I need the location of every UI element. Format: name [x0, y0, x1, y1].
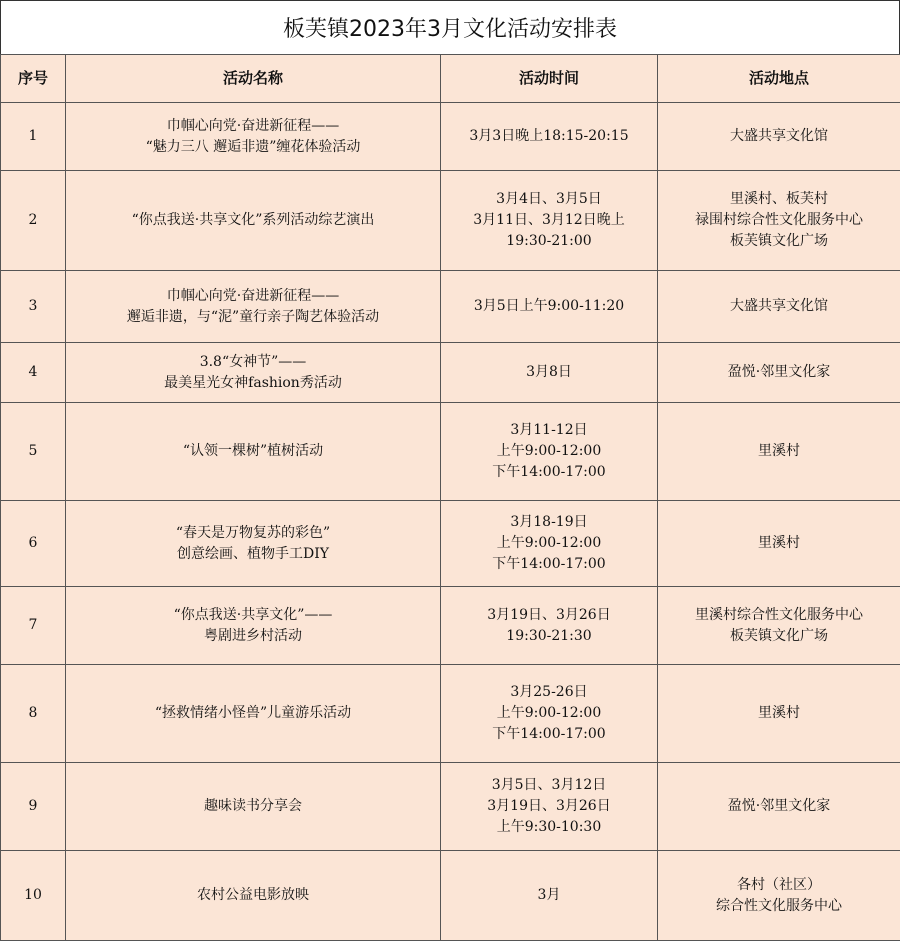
cell-time: 3月5日、3月12日 3月19日、3月26日 上午9:30-10:30	[441, 763, 658, 851]
cell-place: 大盛共享文化馆	[658, 103, 900, 171]
cell-place: 里溪村、板芙村 禄围村综合性文化服务中心 板芙镇文化广场	[658, 171, 900, 271]
cell-no: 4	[1, 343, 66, 403]
header-no: 序号	[1, 55, 66, 103]
table-row	[1, 343, 900, 403]
cell-time: 3月8日	[441, 343, 658, 403]
cell-place: 盈悦·邻里文化家	[658, 343, 900, 403]
cell-no: 9	[1, 763, 66, 851]
cell-name: “你点我送·共享文化”系列活动综艺演出	[66, 171, 441, 271]
header-row	[1, 55, 900, 103]
cell-time: 3月25-26日 上午9:00-12:00 下午14:00-17:00	[441, 665, 658, 763]
cell-place: 大盛共享文化馆	[658, 271, 900, 343]
schedule-table	[0, 54, 900, 941]
cell-place: 里溪村	[658, 501, 900, 587]
header-time: 活动时间	[441, 55, 658, 103]
cell-no: 8	[1, 665, 66, 763]
cell-place: 盈悦·邻里文化家	[658, 763, 900, 851]
cell-name: “春天是万物复苏的彩色” 创意绘画、植物手工DIY	[66, 501, 441, 587]
cell-name: 巾帼心向党·奋进新征程—— “魅力三八 邂逅非遗”缠花体验活动	[66, 103, 441, 171]
cell-no: 2	[1, 171, 66, 271]
cell-time: 3月11-12日 上午9:00-12:00 下午14:00-17:00	[441, 403, 658, 501]
cell-place: 里溪村	[658, 665, 900, 763]
cell-place: 里溪村综合性文化服务中心 板芙镇文化广场	[658, 587, 900, 665]
cell-name: 农村公益电影放映	[66, 851, 441, 941]
table-row	[1, 171, 900, 271]
table-row	[1, 763, 900, 851]
table-row	[1, 851, 900, 941]
cell-no: 3	[1, 271, 66, 343]
header-name: 活动名称	[66, 55, 441, 103]
cell-no: 1	[1, 103, 66, 171]
cell-name: “认领一棵树”植树活动	[66, 403, 441, 501]
table-row	[1, 103, 900, 171]
table-row	[1, 587, 900, 665]
cell-time: 3月4日、3月5日 3月11日、3月12日晚上 19:30-21:00	[441, 171, 658, 271]
cell-time: 3月	[441, 851, 658, 941]
cell-no: 5	[1, 403, 66, 501]
table-row	[1, 665, 900, 763]
cell-place: 各村（社区） 综合性文化服务中心	[658, 851, 900, 941]
cell-name: “拯救情绪小怪兽”儿童游乐活动	[66, 665, 441, 763]
cell-time: 3月18-19日 上午9:00-12:00 下午14:00-17:00	[441, 501, 658, 587]
cell-no: 10	[1, 851, 66, 941]
table-row	[1, 403, 900, 501]
cell-name: “你点我送·共享文化”—— 粤剧进乡村活动	[66, 587, 441, 665]
cell-name: 趣味读书分享会	[66, 763, 441, 851]
table-row	[1, 501, 900, 587]
cell-place: 里溪村	[658, 403, 900, 501]
cell-time: 3月19日、3月26日 19:30-21:30	[441, 587, 658, 665]
cell-name: 3.8“女神节”—— 最美星光女神fashion秀活动	[66, 343, 441, 403]
header-place: 活动地点	[658, 55, 900, 103]
cell-time: 3月3日晚上18:15-20:15	[441, 103, 658, 171]
table-row	[1, 271, 900, 343]
cell-time: 3月5日上午9:00-11:20	[441, 271, 658, 343]
cell-no: 6	[1, 501, 66, 587]
page-title: 板芙镇2023年3月文化活动安排表	[0, 0, 900, 54]
cell-name: 巾帼心向党·奋进新征程—— 邂逅非遗，与“泥”童行亲子陶艺体验活动	[66, 271, 441, 343]
cell-no: 7	[1, 587, 66, 665]
